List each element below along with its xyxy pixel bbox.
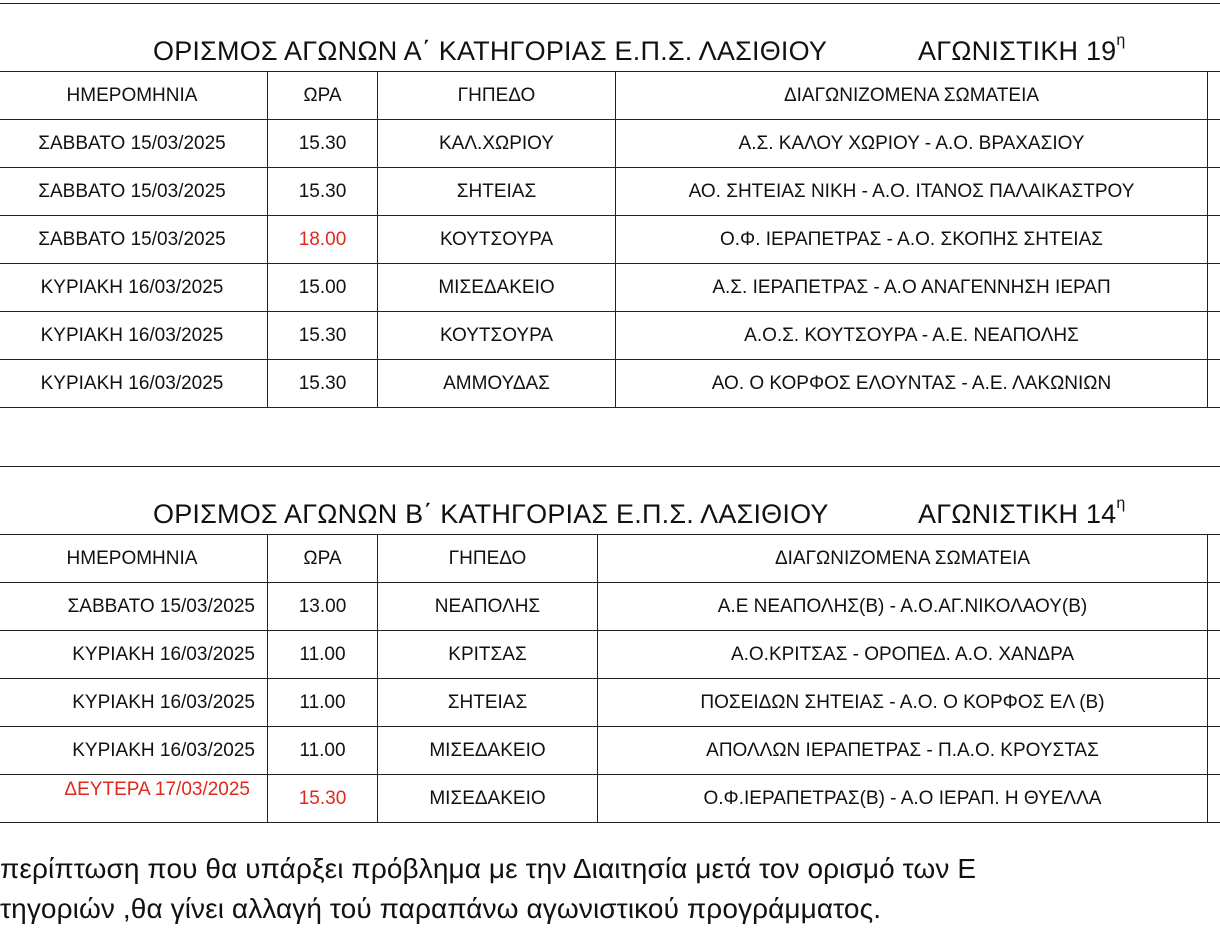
- cell-extra: [1208, 631, 1220, 679]
- cell-venue: ΚΟΥΤΣΟΥΡΑ: [378, 312, 616, 360]
- section-b-title: [0, 495, 1220, 535]
- cell-date: ΚΥΡΙΑΚΗ 16/03/2025: [0, 631, 268, 679]
- table-row: [0, 120, 1220, 168]
- table-row: [0, 775, 1220, 823]
- section-a-title: [0, 32, 1220, 72]
- footer-note-line1: περίπτωση που θα υπάρξει πρόβλημα με την Διαιτησία μετά τον ορισμό των Ε: [0, 853, 977, 884]
- cell-teams: Α.Σ. ΚΑΛΟΥ ΧΩΡΙΟΥ - Α.Ο. ΒΡΑΧΑΣΙΟΥ: [616, 120, 1208, 168]
- header-venue: ΓΗΠΕΔΟ: [378, 535, 598, 583]
- cell-time-highlight: 15.30: [268, 775, 378, 823]
- cell-date: ΣΑΒΒΑΤΟ 15/03/2025: [0, 216, 268, 264]
- cell-extra: [1208, 216, 1220, 264]
- cell-teams: Ο.Φ.ΙΕΡΑΠΕΤΡΑΣ(Β) - Α.Ο ΙΕΡΑΠ. Η ΘΥΕΛΛΑ: [598, 775, 1208, 823]
- cell-teams: Α.Ο.ΚΡΙΤΣΑΣ - ΟΡΟΠΕΔ. Α.Ο. ΧΑΝΔΡΑ: [598, 631, 1208, 679]
- cell-time-highlight: 18.00: [268, 216, 378, 264]
- cell-extra: [1208, 360, 1220, 408]
- cell-teams: Α.Ο.Σ. ΚΟΥΤΣΟΥΡΑ - Α.Ε. ΝΕΑΠΟΛΗΣ: [616, 312, 1208, 360]
- header-extra: [1208, 72, 1220, 120]
- cell-time: 15.30: [268, 120, 378, 168]
- cell-extra: [1208, 775, 1220, 823]
- section-b-round-label: ΑΓΩΝΙΣΤΙΚΗ 14: [918, 499, 1117, 529]
- cell-venue: ΜΙΣΕΔΑΚΕΙΟ: [378, 727, 598, 775]
- cell-venue: ΜΙΣΕΔΑΚΕΙΟ: [378, 775, 598, 823]
- section-b-heading: ΟΡΙΣΜΟΣ ΑΓΩΝΩΝ Β΄ ΚΑΤΗΓΟΡΙΑΣ Ε.Π.Σ. ΛΑΣΙΘΙΟΥ: [153, 499, 829, 529]
- cell-extra: [1208, 312, 1220, 360]
- section-b-round-sup: η: [1116, 495, 1126, 512]
- table-row: [0, 264, 1220, 312]
- table-row: [0, 583, 1220, 631]
- cell-extra: [1208, 727, 1220, 775]
- cell-date: ΚΥΡΙΑΚΗ 16/03/2025: [0, 360, 268, 408]
- cell-time: 13.00: [268, 583, 378, 631]
- cell-teams: Α.Σ. ΙΕΡΑΠΕΤΡΑΣ - Α.Ο ΑΝΑΓΕΝΝΗΣΗ ΙΕΡΑΠ: [616, 264, 1208, 312]
- cell-teams: ΑΟ. Ο ΚΟΡΦΟΣ ΕΛΟΥΝΤΑΣ - Α.Ε. ΛΑΚΩΝΙΩΝ: [616, 360, 1208, 408]
- header-date: ΗΜΕΡΟΜΗΝΙΑ: [0, 535, 268, 583]
- cell-teams: ΠΟΣΕΙΔΩΝ ΣΗΤΕΙΑΣ - Α.Ο. Ο ΚΟΡΦΟΣ ΕΛ (Β): [598, 679, 1208, 727]
- cell-time: 15.30: [268, 360, 378, 408]
- table-row: [0, 631, 1220, 679]
- table-row: [0, 679, 1220, 727]
- table-row: [0, 168, 1220, 216]
- cell-time: 15.00: [268, 264, 378, 312]
- cell-venue: ΣΗΤΕΙΑΣ: [378, 679, 598, 727]
- cell-date: ΣΑΒΒΑΤΟ 15/03/2025: [0, 583, 268, 631]
- middle-divider: [0, 466, 1220, 467]
- cell-date: ΣΑΒΒΑΤΟ 15/03/2025: [0, 168, 268, 216]
- cell-time: 15.30: [268, 168, 378, 216]
- header-time: ΩΡΑ: [268, 535, 378, 583]
- cell-date: ΣΑΒΒΑΤΟ 15/03/2025: [0, 120, 268, 168]
- cell-venue: ΣΗΤΕΙΑΣ: [378, 168, 616, 216]
- cell-venue: ΚΑΛ.ΧΩΡΙΟΥ: [378, 120, 616, 168]
- section-a-round: [918, 32, 1126, 67]
- cell-teams: ΑΟ. ΣΗΤΕΙΑΣ ΝΙΚΗ - Α.Ο. ΙΤΑΝΟΣ ΠΑΛΑΙΚΑΣΤΡΟΥ: [616, 168, 1208, 216]
- cell-date: ΚΥΡΙΑΚΗ 16/03/2025: [0, 264, 268, 312]
- section-a-round-sup: η: [1116, 32, 1126, 49]
- cell-venue: ΝΕΑΠΟΛΗΣ: [378, 583, 598, 631]
- header-teams: ΔΙΑΓΩΝΙΖΟΜΕΝΑ ΣΩΜΑΤΕΙΑ: [616, 72, 1208, 120]
- cell-time: 11.00: [268, 631, 378, 679]
- cell-extra: [1208, 120, 1220, 168]
- table-row: [0, 360, 1220, 408]
- cell-teams: Α.Ε ΝΕΑΠΟΛΗΣ(Β) - Α.Ο.ΑΓ.ΝΙΚΟΛΑΟΥ(Β): [598, 583, 1208, 631]
- table-header-row: [0, 72, 1220, 120]
- cell-time: 11.00: [268, 679, 378, 727]
- cell-time: 15.30: [268, 312, 378, 360]
- cell-extra: [1208, 583, 1220, 631]
- header-teams: ΔΙΑΓΩΝΙΖΟΜΕΝΑ ΣΩΜΑΤΕΙΑ: [598, 535, 1208, 583]
- cell-venue: ΑΜΜΟΥΔΑΣ: [378, 360, 616, 408]
- cell-date: ΚΥΡΙΑΚΗ 16/03/2025: [0, 312, 268, 360]
- cell-extra: [1208, 679, 1220, 727]
- cell-venue: ΚΡΙΤΣΑΣ: [378, 631, 598, 679]
- table-row: [0, 312, 1220, 360]
- header-extra: [1208, 535, 1220, 583]
- header-time: ΩΡΑ: [268, 72, 378, 120]
- cell-teams: Ο.Φ. ΙΕΡΑΠΕΤΡΑΣ - Α.Ο. ΣΚΟΠΗΣ ΣΗΤΕΙΑΣ: [616, 216, 1208, 264]
- cell-date-highlight: ΔΕΥΤΕΡΑ 17/03/2025: [0, 775, 268, 823]
- section-b-round: [918, 495, 1126, 530]
- table-header-row: [0, 535, 1220, 583]
- cell-time: 11.00: [268, 727, 378, 775]
- table-row: [0, 727, 1220, 775]
- cell-venue: ΜΙΣΕΔΑΚΕΙΟ: [378, 264, 616, 312]
- top-divider: [0, 3, 1220, 4]
- footer-note-line2: τηγοριών ,θα γίνει αλλαγή τού παραπάνω αγωνιστικού προγράμματος.: [0, 893, 882, 924]
- header-date: ΗΜΕΡΟΜΗΝΙΑ: [0, 72, 268, 120]
- cell-extra: [1208, 264, 1220, 312]
- section-b-table: [0, 534, 1220, 823]
- cell-extra: [1208, 168, 1220, 216]
- section-a-table: [0, 71, 1220, 408]
- cell-teams: ΑΠΟΛΛΩΝ ΙΕΡΑΠΕΤΡΑΣ - Π.Α.Ο. ΚΡΟΥΣΤΑΣ: [598, 727, 1208, 775]
- cell-venue: ΚΟΥΤΣΟΥΡΑ: [378, 216, 616, 264]
- section-a-round-label: ΑΓΩΝΙΣΤΙΚΗ 19: [918, 36, 1117, 66]
- section-a-heading: ΟΡΙΣΜΟΣ ΑΓΩΝΩΝ Α΄ ΚΑΤΗΓΟΡΙΑΣ Ε.Π.Σ. ΛΑΣΙΘΙΟΥ: [153, 36, 828, 66]
- table-row: [0, 216, 1220, 264]
- header-venue: ΓΗΠΕΔΟ: [378, 72, 616, 120]
- cell-date: ΚΥΡΙΑΚΗ 16/03/2025: [0, 727, 268, 775]
- cell-date: ΚΥΡΙΑΚΗ 16/03/2025: [0, 679, 268, 727]
